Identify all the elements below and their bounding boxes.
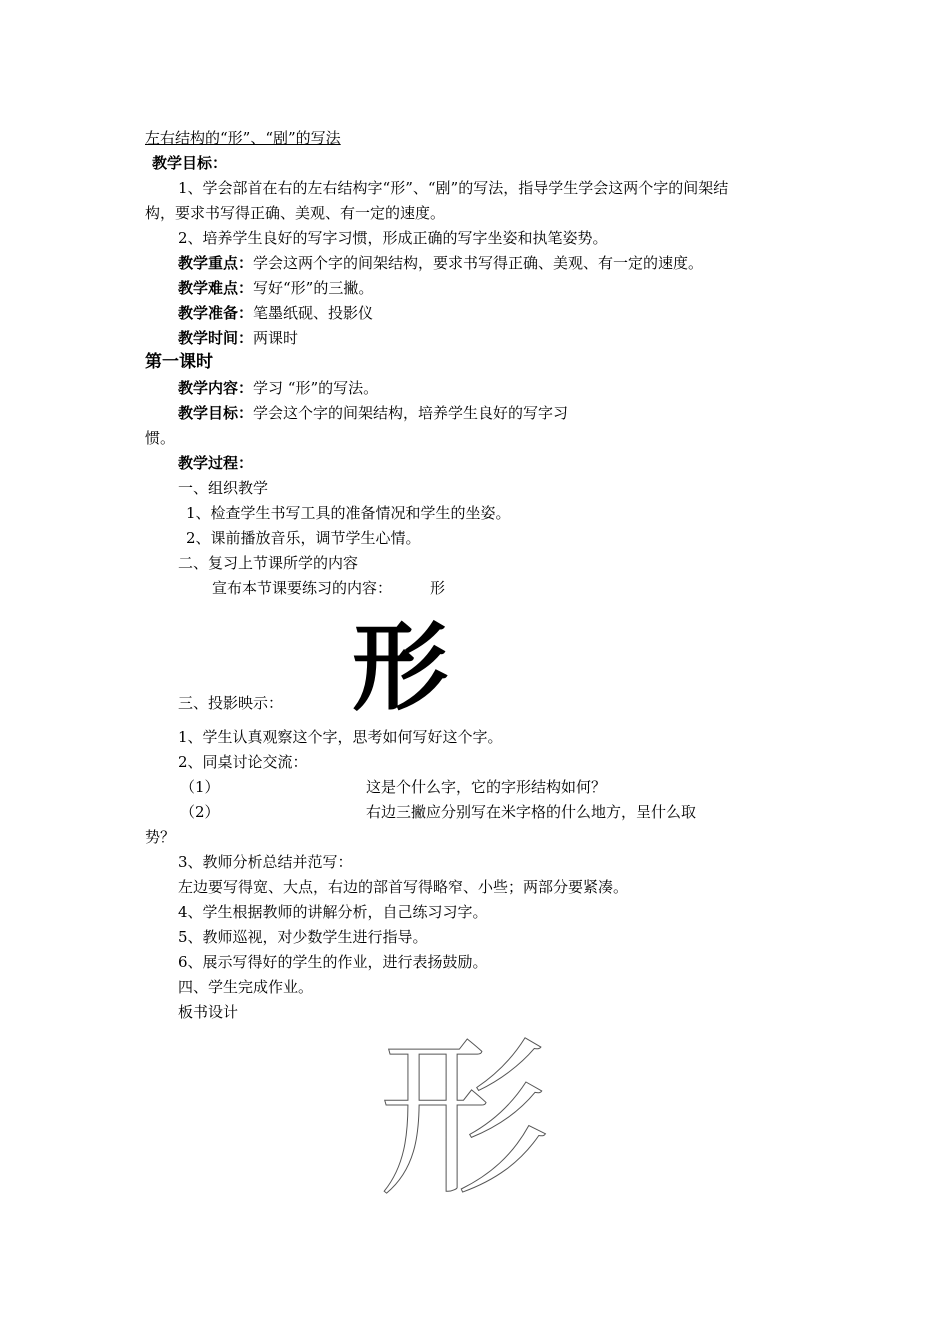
step-1-1: 1、检查学生书写工具的准备情况和学生的坐姿。	[186, 504, 511, 522]
question-1-text: 这是个什么字，它的字形结构如何？	[366, 778, 607, 796]
lesson-1-content	[178, 378, 378, 398]
step-1: 一、组织教学	[178, 479, 269, 497]
key-point-text: 学会这两个字的间架结构，要求书写得正确、美观、有一定的速度。	[253, 254, 704, 272]
question-2-continued: 势？	[145, 828, 176, 846]
key-point	[178, 253, 703, 273]
objective-2: 2、培养学生良好的写字习惯，形成正确的写字坐姿和执笔姿势。	[178, 229, 608, 247]
preparation	[178, 303, 373, 323]
difficulty-label: 教学难点：	[178, 279, 254, 297]
step-3-4: 4、学生根据教师的讲解分析，自己练习习字。	[178, 903, 488, 921]
question-2-number: （2）	[180, 803, 220, 821]
step-2: 二、复习上节课所学的内容	[178, 554, 359, 572]
step-4: 四、学生完成作业。	[178, 978, 314, 996]
teaching-time-text: 两课时	[253, 329, 299, 347]
lesson-1-content-label: 教学内容：	[178, 379, 254, 397]
document-title: 左右结构的“形”、“剧”的写法	[145, 129, 341, 147]
preparation-text: 笔墨纸砚、投影仪	[253, 304, 374, 322]
step-3-3-text: 左边要写得宽、大点，右边的部首写得略窄、小些；两部分要紧凑。	[178, 878, 629, 896]
step-3-1: 1、学生认真观察这个字，思考如何写好这个字。	[178, 728, 503, 746]
difficulty-text: 写好“形”的三撇。	[253, 279, 374, 297]
board-design-label: 板书设计	[178, 1003, 239, 1021]
lesson-1-goal-label: 教学目标：	[178, 404, 254, 422]
step-1-2: 2、课前播放音乐，调节学生心情。	[186, 529, 421, 547]
preparation-label: 教学准备：	[178, 304, 254, 322]
question-2-text: 右边三撇应分别写在米字格的什么地方，呈什么取	[366, 803, 697, 821]
lesson-1-goal-text: 学会这个字的间架结构，培养学生良好的写字习	[253, 404, 569, 422]
step-3-5: 5、教师巡视，对少数学生进行指导。	[178, 928, 428, 946]
step-3-6: 6、展示写得好的学生的作业，进行表扬鼓励。	[178, 953, 488, 971]
difficulty	[178, 278, 373, 298]
process-label: 教学过程：	[178, 454, 254, 472]
objectives-heading: 教学目标：	[152, 154, 228, 172]
key-point-label: 教学重点：	[178, 254, 254, 272]
step-2-text: 宣布本节课要练习的内容：	[212, 579, 393, 597]
step-3: 三、投影映示：	[178, 694, 284, 712]
step-3-3: 3、教师分析总结并范写：	[178, 853, 353, 871]
board-design-character: 形	[378, 1019, 550, 1220]
lesson-1-content-text: 学习 “形”的写法。	[253, 379, 379, 397]
teaching-time-label: 教学时间：	[178, 329, 254, 347]
question-1-number: （1）	[180, 778, 220, 796]
teaching-time	[178, 328, 298, 348]
step-2-char: 形	[430, 579, 446, 597]
lesson-1-heading: 第一课时	[145, 352, 213, 372]
lesson-1-goal	[178, 403, 568, 423]
lesson-1-goal-continued: 惯。	[145, 429, 176, 447]
objective-1-line-1: 1、学会部首在右的左右结构字“形”、“剧”的写法，指导学生学会这两个字的间架结	[178, 179, 729, 197]
projected-character: 形	[352, 612, 448, 724]
step-3-2: 2、同桌讨论交流：	[178, 753, 308, 771]
objective-1-line-2: 构，要求书写得正确、美观、有一定的速度。	[145, 204, 446, 222]
